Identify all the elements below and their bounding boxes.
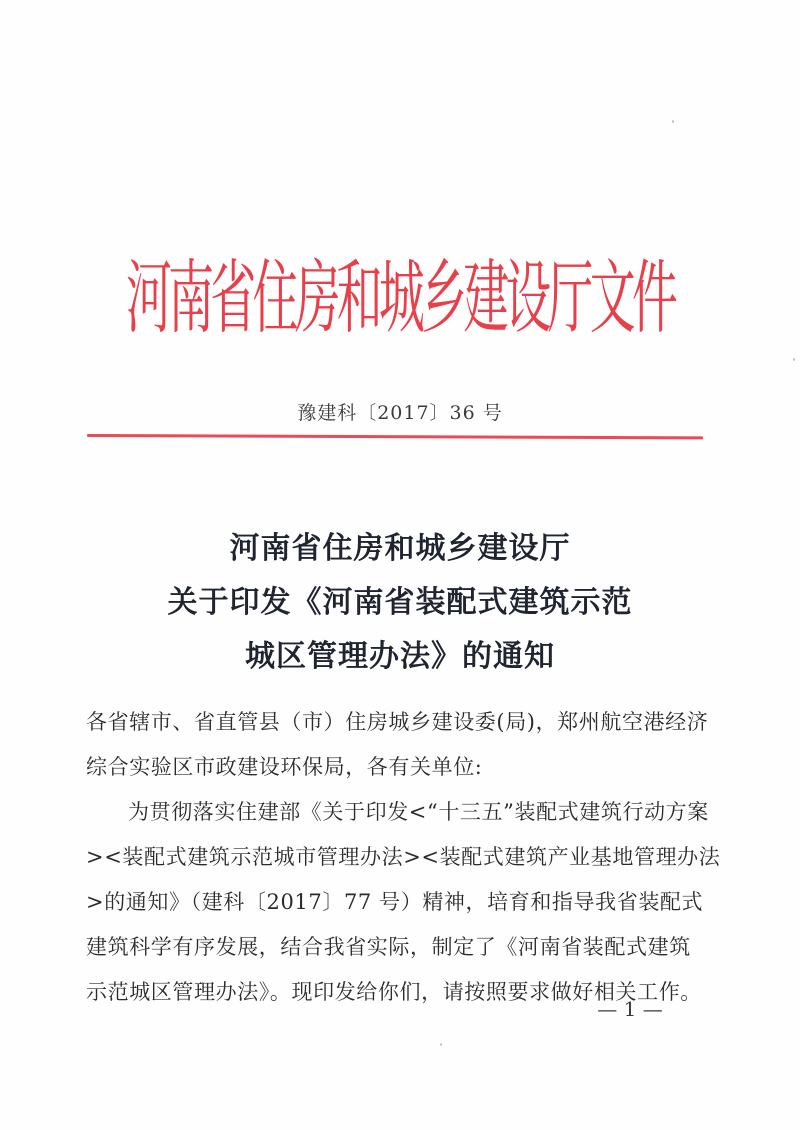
title-line-2: 关于印发《河南省装配式建筑示范 <box>167 585 633 620</box>
addressee-line-2: 综合实验区市政建设环保局，各有关单位: <box>86 755 483 779</box>
page-number: — 1 — <box>597 997 663 1021</box>
red-divider-line <box>87 434 703 439</box>
notice-body <box>86 700 721 1015</box>
paragraph-line-5: 示范城区管理办法》。现印发给你们，请按照要求做好相关工作。 <box>86 980 702 1004</box>
paragraph-line-2: ><装配式建筑示范城市管理办法><装配式建筑产业基地管理办法 <box>86 845 721 869</box>
addressee-line-1: 各省辖市、省直管县（市）住房城乡建设委(局)，郑州航空港经济 <box>86 710 709 734</box>
letterhead-title <box>125 238 675 346</box>
paragraph-line-3: >的通知》（建科〔2017〕77 号）精神，培育和指导我省装配式 <box>86 890 704 914</box>
title-line-1: 河南省住房和城乡建设厅 <box>229 531 571 566</box>
notice-title <box>0 522 800 684</box>
scan-speck <box>793 358 795 361</box>
scan-speck <box>440 1043 442 1046</box>
scan-speck <box>672 120 674 123</box>
paragraph-line-4: 建筑科学有序发展，结合我省实际，制定了《河南省装配式建筑 <box>86 935 691 959</box>
document-number: 豫建科〔2017〕36 号 <box>297 402 503 424</box>
title-line-3: 城区管理办法》的通知 <box>245 639 555 674</box>
paragraph-line-1: 为贯彻落实住建部《关于印发<“十三五”装配式建筑行动方案 <box>128 800 709 824</box>
letterhead-text: 河南省住房和城乡建设厅文件 <box>125 252 675 345</box>
